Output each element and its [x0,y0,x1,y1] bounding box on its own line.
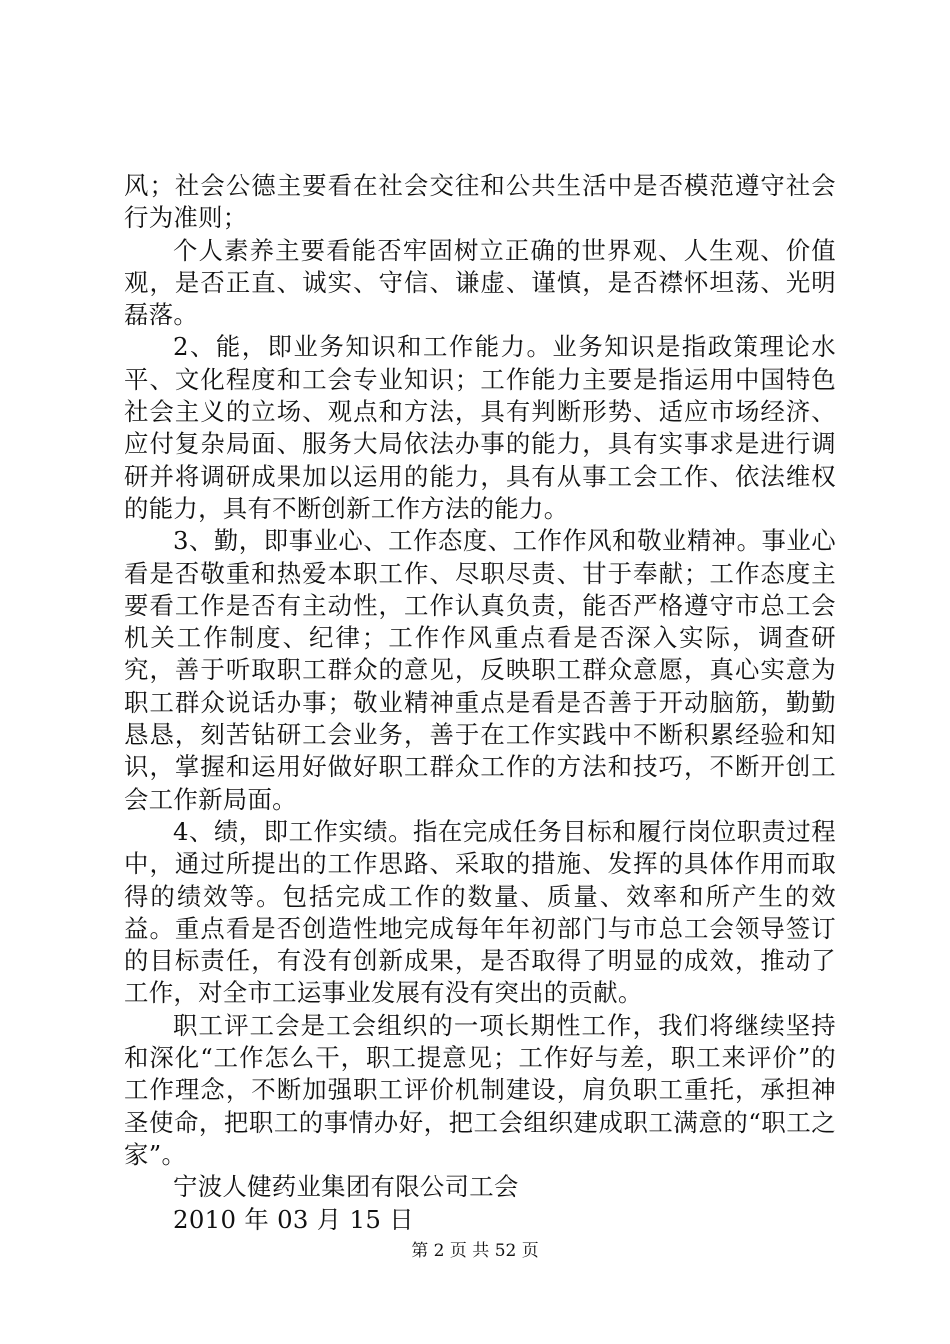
paragraph-personal-quality: 个人素养主要看能否牢固树立正确的世界观、人生观、价值观，是否正直、诚实、守信、谦虚、谨慎，是否襟怀坦荡、光明磊落。 [124,235,836,330]
paragraph-social-ethics: 风；社会公德主要看在社会交往和公共生活中是否模范遵守社会行为准则； [124,171,836,233]
paragraph-ability: 2、能，即业务知识和工作能力。业务知识是指政策理论水平、文化程度和工会专业知识；工作能力主要是指运用中国特色社会主义的立场、观点和方法，具有判断形势、适应市场经济、应付复杂局面、服务大局依法办事的能力，具有实事求是进行调研并将调研成果加以运用的能力，具有从事工会工作、依法维权的能力，具有不断创新工作方法的能力。 [124,332,836,523]
signature-organization: 宁波人健药业集团有限公司工会 [173,1172,519,1202]
paragraph-performance: 4、绩，即工作实绩。指在完成任务目标和履行岗位职责过程中，通过所提出的工作思路、采取的措施、发挥的具体作用而取得的绩效等。包括完成工作的数量、质量、效率和所产生的效益。重点看是否创造性地完成每年年初部门与市总工会领导签订的目标责任，有没有创新成果，是否取得了明显的成效，推动了工作，对全市工运事业发展有没有突出的贡献。 [124,816,836,1008]
paragraph-diligence: 3、勤，即事业心、工作态度、工作作风和敬业精神。事业心看是否敬重和热爱本职工作、尽职尽责、甘于奉献；工作态度主要看工作是否有主动性，工作认真负责，能否严格遵守市总工会机关工作制度、纪律；工作作风重点看是否深入实际，调查研究，善于听取职工群众的意见，反映职工群众意愿，真心实意为职工群众说话办事；敬业精神重点是看是否善于开动脑筋，勤勤恳恳，刻苦钻研工会业务，善于在工作实践中不断积累经验和知识，掌握和运用好做好职工群众工作的方法和技巧，不断开创工会工作新局面。 [124,526,836,814]
document-body [124,170,836,1236]
page-number-footer: 第 2 页 共 52 页 [411,1241,539,1261]
signature-date: 2010 年 03 月 15 日 [173,1204,414,1234]
paragraph-conclusion: 职工评工会是工会组织的一项长期性工作，我们将继续坚持和深化“工作怎么干，职工提意见；工作好与差，职工来评价”的工作理念，不断加强职工评价机制建设，肩负职工重托，承担神圣使命，把职工的事情办好，把工会组织建成职工满意的“职工之家”。 [124,1010,836,1169]
